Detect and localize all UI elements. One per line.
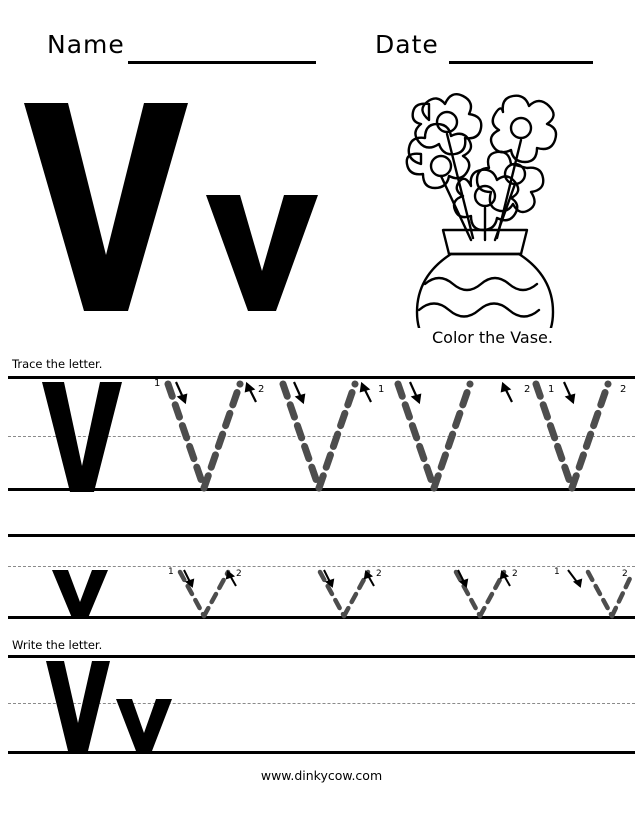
- stroke-number-2: 2: [236, 569, 242, 579]
- stroke-number-2: 2: [376, 569, 382, 579]
- large-lowercase-v: [206, 195, 318, 311]
- trace-instruction: Trace the letter.: [12, 357, 103, 371]
- stroke-number-1: 1: [168, 567, 174, 577]
- ruleline-baseline: [8, 488, 635, 491]
- name-label: Name: [47, 30, 125, 59]
- stroke-number-2: 2: [512, 569, 518, 579]
- stroke-number-2: 2: [524, 384, 531, 395]
- date-write-line[interactable]: [449, 61, 593, 64]
- trace-glyph-layer-large: [8, 376, 635, 546]
- stroke-number-1: 1: [378, 384, 385, 395]
- stroke-number-2: 2: [258, 384, 265, 395]
- stroke-number-2: 2: [620, 384, 627, 395]
- stroke-number-1: 1: [154, 378, 161, 389]
- large-uppercase-v: [24, 103, 188, 311]
- ruleline-mid-dashed: [8, 566, 635, 567]
- ruleline-baseline: [8, 616, 635, 619]
- ruleline-mid-dashed: [8, 703, 635, 704]
- trace-line-large[interactable]: [8, 376, 635, 501]
- worksheet-header: [0, 14, 643, 58]
- vase-with-flowers-icon: [385, 78, 585, 328]
- ruleline-top: [8, 655, 635, 658]
- stroke-number-1: 1: [554, 567, 560, 577]
- ruleline-baseline: [8, 751, 635, 754]
- write-line[interactable]: [8, 655, 635, 755]
- large-letter-display: [10, 95, 340, 325]
- footer-url: www.dinkycow.com: [260, 768, 383, 783]
- write-instruction: Write the letter.: [12, 638, 103, 652]
- ruleline-top: [8, 376, 635, 379]
- date-label: Date: [375, 30, 439, 59]
- ruleline-mid-dashed: [8, 436, 635, 437]
- stroke-number-1: 1: [548, 384, 555, 395]
- ruleline-descender: [8, 534, 635, 537]
- name-write-line[interactable]: [128, 61, 316, 64]
- trace-line-small[interactable]: [8, 556, 635, 624]
- stroke-number-2: 2: [622, 569, 628, 579]
- picture-caption: Color the Vase.: [432, 328, 553, 347]
